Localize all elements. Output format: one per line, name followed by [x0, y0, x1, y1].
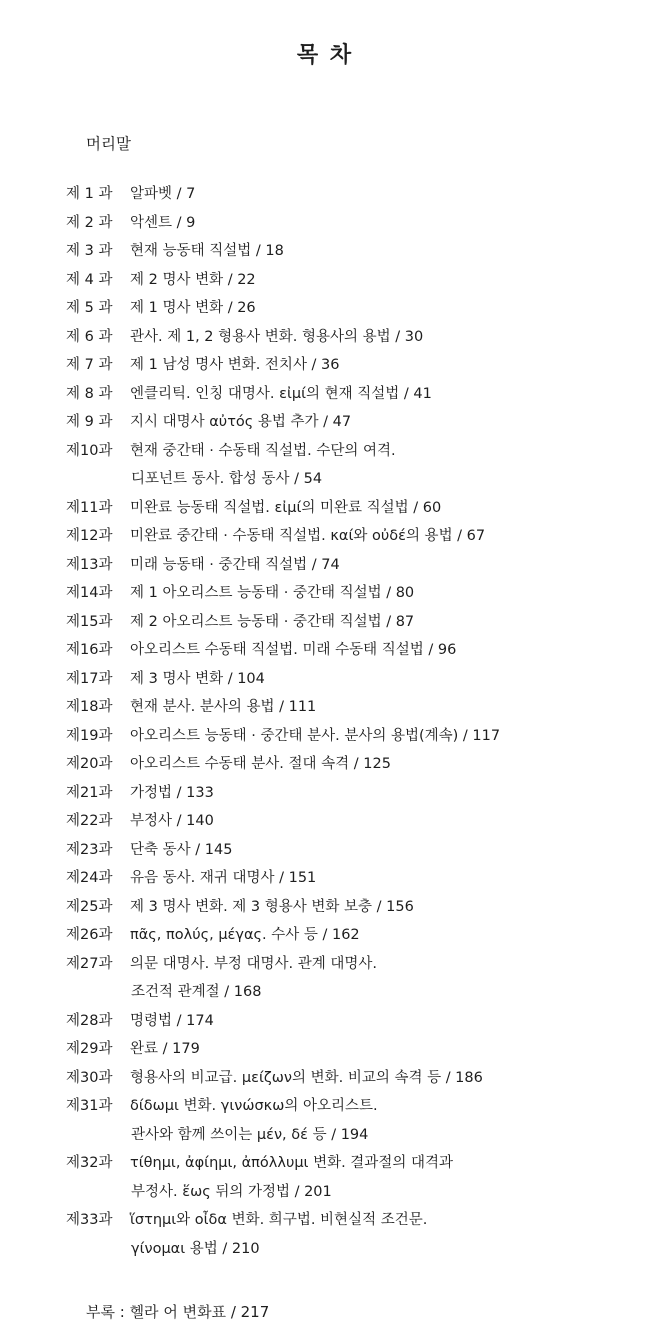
toc-entry [0, 579, 650, 608]
lesson-title: 악센트 / 9 [130, 214, 196, 231]
lesson-number: 제24과 [66, 870, 113, 886]
lesson-number: 제 3 과 [66, 243, 113, 259]
toc-entry [0, 722, 650, 751]
toc-entry [0, 1092, 650, 1121]
lesson-title: 미래 능동태 · 중간태 직설법 / 74 [130, 556, 340, 573]
lesson-title: 제 1 아오리스트 능동태 · 중간태 직설법 / 80 [130, 585, 415, 601]
lesson-number: 제14과 [66, 585, 113, 601]
toc-entry [0, 1206, 650, 1235]
toc-entry [0, 294, 650, 323]
lesson-number: 제18과 [66, 699, 113, 715]
toc-entry [0, 522, 650, 551]
lesson-title: 부정사. ἕως 뒤의 가정법 / 201 [131, 1183, 332, 1200]
lesson-title: 디포넌트 동사. 합성 동사 / 54 [131, 471, 323, 487]
lesson-title: 명령법 / 174 [130, 1012, 214, 1029]
toc-entry-continuation [0, 1235, 650, 1264]
lesson-title: 의문 대명사. 부정 대명사. 관계 대명사. [130, 955, 377, 972]
lesson-title: 형용사의 비교급. μείζων의 변화. 비교의 속격 등 / 186 [130, 1069, 483, 1086]
lesson-number: 제12과 [66, 528, 113, 544]
lesson-number: 제19과 [66, 727, 113, 744]
toc-entry [0, 551, 650, 580]
lesson-number: 제 6 과 [66, 328, 113, 345]
lesson-title: 아오리스트 수동태 분사. 절대 속격 / 125 [130, 756, 391, 772]
toc-entry [0, 494, 650, 523]
toc-entry [0, 266, 650, 295]
preface-entry: 머리말 [86, 135, 131, 153]
appendix-entry: 부록 : 헬라 어 변화표 / 217 [86, 1303, 270, 1321]
toc-entry [0, 807, 650, 836]
lesson-title: δίδωμι 변화. γινώσκω의 아오리스트. [130, 1098, 378, 1114]
page-title: 목 차 [296, 43, 354, 68]
lesson-title: 지시 대명사 αὐτός 용법 추가 / 47 [130, 414, 352, 430]
lesson-title: 제 3 명사 변화. 제 3 형용사 변화 보충 / 156 [130, 898, 414, 915]
lesson-title: 제 2 명사 변화 / 22 [130, 271, 256, 288]
lesson-number: 제 4 과 [66, 271, 113, 288]
lesson-title: 부정사 / 140 [130, 813, 214, 829]
lesson-number: 제 8 과 [66, 385, 113, 402]
lesson-number: 제13과 [66, 556, 113, 573]
lesson-number: 제27과 [66, 955, 113, 972]
lesson-title: 알파벳 / 7 [130, 186, 196, 202]
toc-entry-continuation [0, 465, 650, 494]
toc-entry [0, 693, 650, 722]
toc-entry [0, 1149, 650, 1178]
lesson-title: 미완료 능동태 직설법. εἰμί의 미완료 직설법 / 60 [130, 499, 442, 516]
lesson-number: 제 7 과 [66, 357, 113, 373]
lesson-number: 제21과 [66, 784, 113, 801]
lesson-title: 아오리스트 수동태 직설법. 미래 수동태 직설법 / 96 [130, 642, 457, 658]
lesson-title: 현재 분사. 분사의 용법 / 111 [130, 699, 317, 715]
lesson-number: 제32과 [66, 1155, 113, 1171]
lesson-number: 제31과 [66, 1098, 113, 1114]
toc-entry [0, 209, 650, 238]
toc-entry [0, 237, 650, 266]
lesson-title: 미완료 중간태 · 수동태 직설법. καί와 οὐδέ의 용법 / 67 [130, 528, 486, 544]
toc-entry [0, 408, 650, 437]
toc-entry-continuation [0, 978, 650, 1007]
toc-entry [0, 921, 650, 950]
lesson-title: 단축 동사 / 145 [130, 841, 233, 858]
lesson-title: 제 3 명사 변화 / 104 [130, 670, 265, 687]
lesson-title: 가정법 / 133 [130, 784, 214, 801]
lesson-title: 제 2 아오리스트 능동태 · 중간태 직설법 / 87 [130, 613, 415, 630]
lesson-title: 현재 중간태 · 수동태 직설법. 수단의 여격. [130, 442, 396, 459]
lesson-number: 제20과 [66, 756, 113, 772]
lesson-number: 제10과 [66, 442, 113, 459]
lesson-title: γίνομαι 용법 / 210 [131, 1240, 260, 1257]
toc-entry [0, 779, 650, 808]
toc-entry [0, 636, 650, 665]
lesson-number: 제25과 [66, 898, 113, 915]
toc-entry [0, 351, 650, 380]
lesson-title: ἵστημι와 οἶδα 변화. 희구법. 비현실적 조건문. [130, 1212, 428, 1228]
lesson-number: 제17과 [66, 670, 113, 687]
lesson-number: 제11과 [66, 499, 113, 516]
lesson-number: 제22과 [66, 813, 113, 829]
lesson-number: 제 2 과 [66, 214, 113, 231]
toc-entry [0, 750, 650, 779]
toc-entry [0, 864, 650, 893]
toc-entry-continuation [0, 1121, 650, 1150]
toc-entry [0, 180, 650, 209]
toc-entry [0, 665, 650, 694]
toc-entry [0, 1007, 650, 1036]
lesson-title: τίθημι, ἀφίημι, ἀπόλλυμι 변화. 결과절의 대격과 [130, 1155, 453, 1171]
toc-entry [0, 608, 650, 637]
lesson-title: 관사. 제 1, 2 형용사 변화. 형용사의 용법 / 30 [130, 328, 424, 345]
lesson-title: 유음 동사. 재귀 대명사 / 151 [130, 870, 317, 886]
lesson-title: 조건적 관계절 / 168 [131, 984, 262, 1000]
lesson-number: 제 1 과 [66, 186, 113, 202]
lesson-title: 관사와 함께 쓰이는 μέν, δέ 등 / 194 [131, 1126, 369, 1143]
lesson-number: 제29과 [66, 1041, 113, 1057]
lesson-title: 제 1 남성 명사 변화. 전치사 / 36 [130, 357, 340, 373]
toc-entry [0, 1064, 650, 1093]
lesson-number: 제 9 과 [66, 414, 113, 430]
lesson-title: 현재 능동태 직설법 / 18 [130, 243, 284, 259]
toc-entry [0, 1035, 650, 1064]
lesson-title: 완료 / 179 [130, 1041, 200, 1057]
toc-entry [0, 950, 650, 979]
lesson-number: 제30과 [66, 1069, 113, 1086]
toc-entry [0, 323, 650, 352]
lesson-number: 제33과 [66, 1212, 113, 1228]
toc-entry [0, 437, 650, 466]
lesson-number: 제23과 [66, 841, 113, 858]
toc-entry [0, 893, 650, 922]
lesson-title: 제 1 명사 변화 / 26 [130, 300, 256, 316]
toc-list [0, 180, 650, 1263]
lesson-number: 제 5 과 [66, 300, 113, 316]
lesson-title: 아오리스트 능동태 · 중간태 분사. 분사의 용법(계속) / 117 [130, 727, 501, 744]
lesson-title: 엔클리틱. 인칭 대명사. εἰμί의 현재 직설법 / 41 [130, 385, 432, 402]
toc-entry [0, 380, 650, 409]
lesson-title: πᾶς, πολύς, μέγας. 수사 등 / 162 [130, 927, 360, 943]
toc-entry [0, 836, 650, 865]
toc-entry-continuation [0, 1178, 650, 1207]
lesson-number: 제16과 [66, 642, 113, 658]
lesson-number: 제26과 [66, 927, 113, 943]
lesson-number: 제28과 [66, 1012, 113, 1029]
lesson-number: 제15과 [66, 613, 113, 630]
